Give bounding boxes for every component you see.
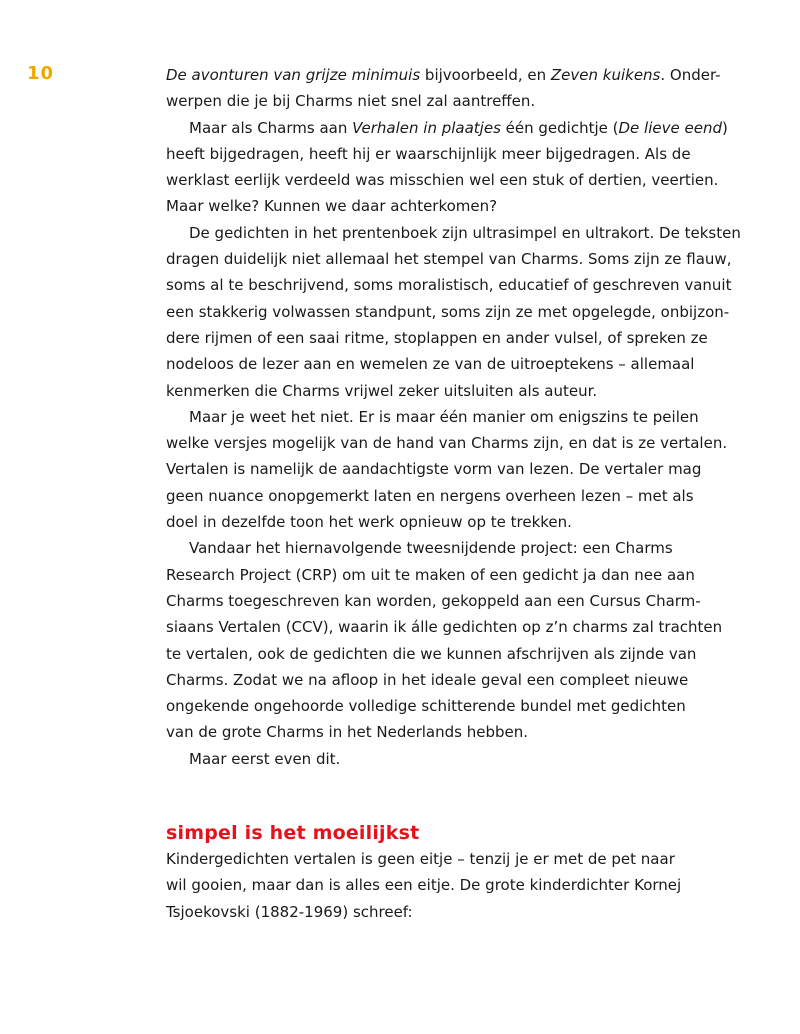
italic-title: Verhalen in plaatjes — [352, 118, 501, 137]
text-line — [166, 641, 726, 667]
text-run: doel in dezelfde toon het werk opnieuw op te trekken. — [166, 513, 572, 532]
text-run: bijvoorbeeld, en — [420, 66, 551, 84]
text-line — [166, 351, 726, 377]
italic-title: De lieve eend — [618, 118, 722, 137]
italic-title: Zeven kuikens — [550, 66, 661, 84]
text-run: ongekende ongehoorde volledige schitterende bundel met gedichten — [166, 697, 686, 716]
text-line — [166, 404, 726, 430]
text-run: . Onder- — [660, 66, 721, 84]
text-line — [166, 325, 726, 351]
text-run: Vertalen is namelijk de aandachtigste vorm van lezen. De vertaler mag — [166, 460, 702, 479]
text-line — [166, 220, 741, 246]
text-line — [166, 846, 726, 872]
text-run: een stakkerig volwassen standpunt, soms zijn ze met opgelegde, onbijzon- — [166, 302, 730, 321]
text-run: ) — [721, 118, 728, 137]
text-run: dragen duidelijk niet allemaal het stempel van Charms. Soms zijn ze flauw, — [166, 250, 732, 269]
text-line — [166, 299, 730, 325]
text-line — [166, 614, 726, 640]
text-line — [166, 693, 726, 719]
text-run: Tsjoekovski (1882-1969) schreef: — [166, 902, 413, 921]
text-line — [166, 193, 726, 219]
text-run: Maar je weet het niet. Er is maar één manier om enigszins te peilen — [189, 407, 699, 426]
text-run: De gedichten in het prentenboek zijn ultrasimpel en ultrakort. De teksten — [189, 223, 741, 242]
text-line — [166, 483, 726, 509]
text-line — [166, 272, 732, 298]
text-run: geen nuance onopgemerkt laten en nergens overheen lezen – met als — [166, 486, 694, 505]
main-text — [166, 62, 741, 925]
text-run: wil gooien, maar dan is alles een eitje. De grote kinderdichter Kornej — [166, 876, 682, 895]
body-paragraphs — [166, 62, 741, 772]
text-run: Vandaar het hiernavolgende tweesnijdende project: een Charms — [189, 539, 673, 558]
text-line — [166, 246, 732, 272]
section-paragraph — [166, 846, 726, 925]
text-line — [166, 746, 726, 772]
text-run: één gedichtje ( — [500, 118, 619, 137]
text-run: werklast eerlijk verdeeld was misschien wel een stuk of dertien, veertien. — [166, 171, 719, 190]
text-line — [166, 509, 726, 535]
text-run: Maar als Charms aan — [189, 118, 353, 137]
text-line — [166, 872, 726, 898]
text-run: Charms toegeschreven kan worden, gekoppeld aan een Cursus Charm- — [166, 591, 701, 610]
text-run: kenmerken die Charms vrijwel zeker uitsluiten als auteur. — [166, 381, 598, 400]
text-run: van de grote Charms in het Nederlands hebben. — [166, 723, 528, 742]
page-number: 10 — [27, 63, 55, 84]
text-line — [166, 456, 726, 482]
text-run: welke versjes mogelijk van de hand van Charms zijn, en dat is ze vertalen. — [166, 434, 728, 453]
text-run: Kindergedichten vertalen is geen eitje – tenzij je er met de pet naar — [166, 850, 675, 869]
text-line — [166, 667, 726, 693]
text-run: Research Project (CRP) om uit te maken of een gedicht ja dan nee aan — [166, 565, 695, 584]
text-line — [166, 535, 726, 561]
text-line — [166, 378, 726, 404]
text-run: te vertalen, ook de gedichten die we kunnen afschrijven als zijnde van — [166, 644, 697, 663]
section-gap — [166, 772, 726, 820]
text-line — [166, 141, 726, 167]
text-run: Charms. Zodat we na afloop in het ideale geval een compleet nieuwe — [166, 670, 689, 689]
text-line — [166, 562, 726, 588]
text-line — [166, 88, 726, 114]
text-run: werpen die je bij Charms niet snel zal aantreffen. — [166, 92, 536, 111]
text-run: siaans Vertalen (CCV), waarin ik álle gedichten op z’n charms zal trachten — [166, 618, 723, 637]
text-line — [166, 62, 726, 88]
text-run: Maar welke? Kunnen we daar achterkomen? — [166, 197, 498, 216]
text-run: Maar eerst even dit. — [189, 749, 341, 768]
italic-title: De avonturen van grijze minimuis — [166, 66, 421, 84]
text-run: heeft bijgedragen, heeft hij er waarschijnlijk meer bijgedragen. Als de — [166, 144, 691, 163]
text-run: dere rijmen of een saai ritme, stoplappen en ander vulsel, of spreken ze — [166, 328, 708, 347]
section-heading: simpel is het moeilijkst — [166, 822, 420, 845]
text-line — [166, 430, 726, 456]
text-line — [166, 899, 726, 925]
text-line — [166, 588, 726, 614]
text-line — [166, 167, 726, 193]
text-run: soms al te beschrijvend, soms moralistisch, educatief of geschreven vanuit — [166, 276, 732, 295]
text-run: nodeloos de lezer aan en wemelen ze van de uitroeptekens – allemaal — [166, 355, 695, 374]
text-line — [166, 719, 726, 745]
text-line — [166, 115, 726, 141]
